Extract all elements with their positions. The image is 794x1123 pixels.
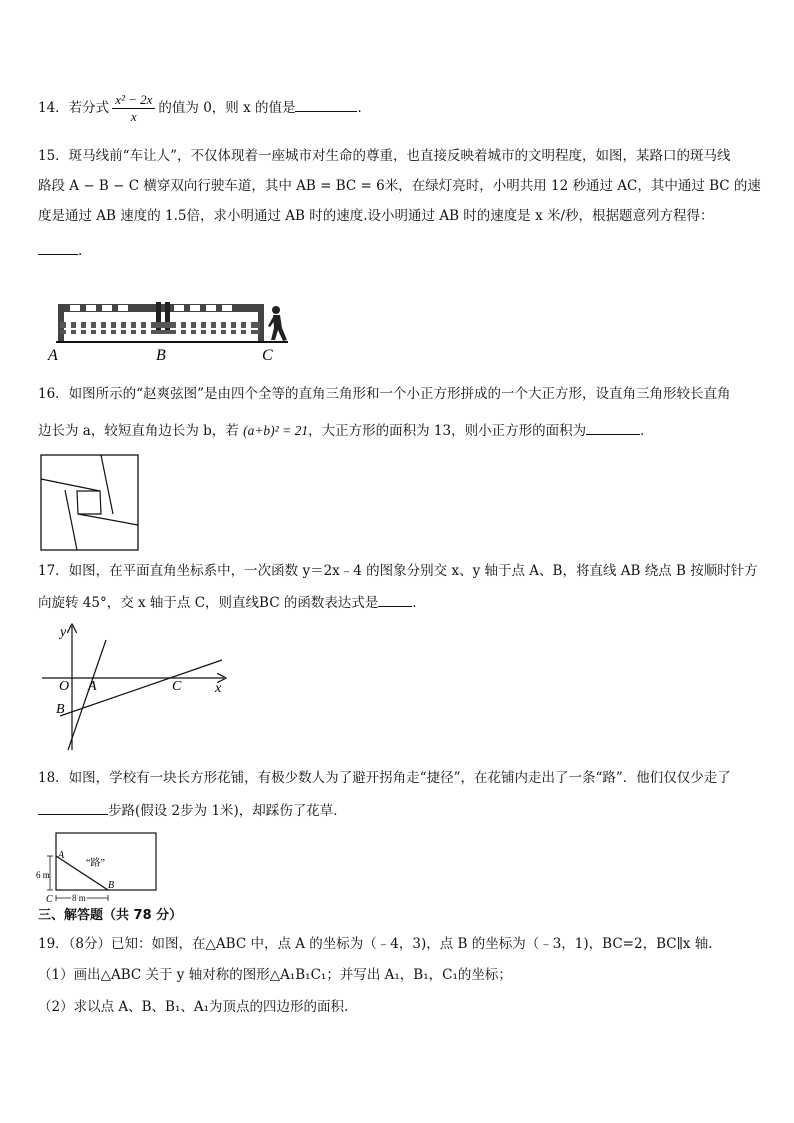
answer-blank[interactable] bbox=[38, 240, 78, 255]
q19-line2: （1）画出△ABC 关于 y 轴对称的图形△A₁B₁C₁；并写出 A₁，B₁，C₁的坐标； bbox=[38, 967, 512, 983]
label-B: B bbox=[56, 702, 65, 717]
q14-fraction bbox=[112, 92, 155, 125]
q16-line2-end: ． bbox=[640, 423, 654, 439]
label-road: “路” bbox=[86, 858, 105, 869]
label-y: y bbox=[60, 625, 67, 640]
label-C: C bbox=[262, 347, 273, 364]
q19-line3: （2）求以点 A、B、B₁、A₁为顶点的四边形的面积. bbox=[38, 999, 349, 1015]
answer-blank[interactable] bbox=[586, 420, 640, 435]
q19-line1: 19．（8分）已知：如图，在△ABC 中，点 A 的坐标为（﹣4，3)，点 B 的坐标为（﹣3，1)，BC=2，BC∥x 轴. bbox=[38, 936, 713, 952]
answer-blank[interactable] bbox=[295, 97, 357, 112]
label-8m: 8 m bbox=[72, 893, 86, 903]
q14-line bbox=[38, 92, 371, 125]
q16-line2 bbox=[38, 420, 654, 441]
q16-expression: (a+b)² = 21 bbox=[243, 423, 309, 438]
coordinate-figure bbox=[40, 620, 240, 754]
label-C: C bbox=[46, 894, 53, 905]
q16-line1: 16．如图所示的“赵爽弦图”是由四个全等的直角三角形和一个小正方形拼成的一个大正方形，设直角三角形较长直角 bbox=[38, 386, 731, 402]
q15-line2: 路段 A − B − C 横穿双向行驶车道，其中 AB = BC = 6米，在绿灯亮时，小明共用 12 秒通过 AC，其中通过 BC 的速 bbox=[38, 178, 761, 194]
fraction-numerator: x² − 2x bbox=[112, 92, 155, 109]
q17-line2-end: ． bbox=[412, 595, 426, 611]
walker-icon bbox=[268, 306, 287, 341]
q17-line2 bbox=[38, 592, 426, 613]
q18-line2 bbox=[38, 800, 347, 821]
q17-line2-text: 向旋转 45°，交 x 轴于点 C，则直线BC 的函数表达式是 bbox=[38, 595, 379, 611]
label-6m: 6 m bbox=[36, 870, 50, 880]
q15-line3: 度是通过 AB 速度的 1.5倍，求小明通过 AB 时的速度.设小明通过 AB 时的速度是 x 米/秒，根据题意列方程得： bbox=[38, 208, 714, 224]
label-A: A bbox=[48, 347, 58, 364]
q14-prefix: 14．若分式 bbox=[38, 100, 110, 116]
label-C: C bbox=[172, 679, 182, 694]
flowerbed-figure bbox=[36, 828, 160, 908]
q17-line1: 17．如图，在平面直角坐标系中，一次函数 y＝2x﹣4 的图象分别交 x、y 轴于点 A、B，将直线 AB 绕点 B 按顺时针方 bbox=[38, 563, 758, 579]
label-B: B bbox=[108, 880, 115, 891]
label-A: A bbox=[58, 850, 65, 861]
section-3-title: 三、解答题（共 78 分） bbox=[38, 908, 183, 923]
q18-line1: 18．如图，学校有一块长方形花铺，有极少数人为了避开拐角走“捷径”，在花铺内走出了一条“路”．他们仅仅少走了 bbox=[38, 770, 731, 786]
label-B: B bbox=[156, 347, 166, 364]
answer-blank[interactable] bbox=[378, 592, 412, 607]
q15-line4-end: . bbox=[78, 243, 83, 259]
label-A: A bbox=[88, 679, 97, 694]
fraction-denominator: x bbox=[130, 109, 137, 124]
zebra-crossing-figure bbox=[44, 296, 294, 366]
q15-line4 bbox=[38, 240, 82, 261]
q15-line1: 15．斑马线前“车让人”，不仅体现着一座城市对生命的尊重，也直接反映着城市的文明程度，如图，某路口的斑马线 bbox=[38, 148, 731, 164]
q18-line2-text: 步路(假设 2步为 1米)，却踩伤了花草． bbox=[108, 803, 347, 819]
answer-blank[interactable] bbox=[38, 800, 108, 815]
label-O: O bbox=[59, 679, 70, 694]
q16-line2-b: ，大正方形的面积为 13，则小正方形的面积为 bbox=[308, 423, 587, 439]
q14-suffix: 的值为 0，则 x 的值是 bbox=[158, 100, 296, 116]
zhao-shuang-diagram bbox=[40, 454, 140, 552]
label-x: x bbox=[215, 681, 222, 696]
q16-line2-a: 边长为 a，较短直角边长为 b，若 bbox=[38, 423, 244, 439]
q14-end: ． bbox=[357, 100, 371, 116]
